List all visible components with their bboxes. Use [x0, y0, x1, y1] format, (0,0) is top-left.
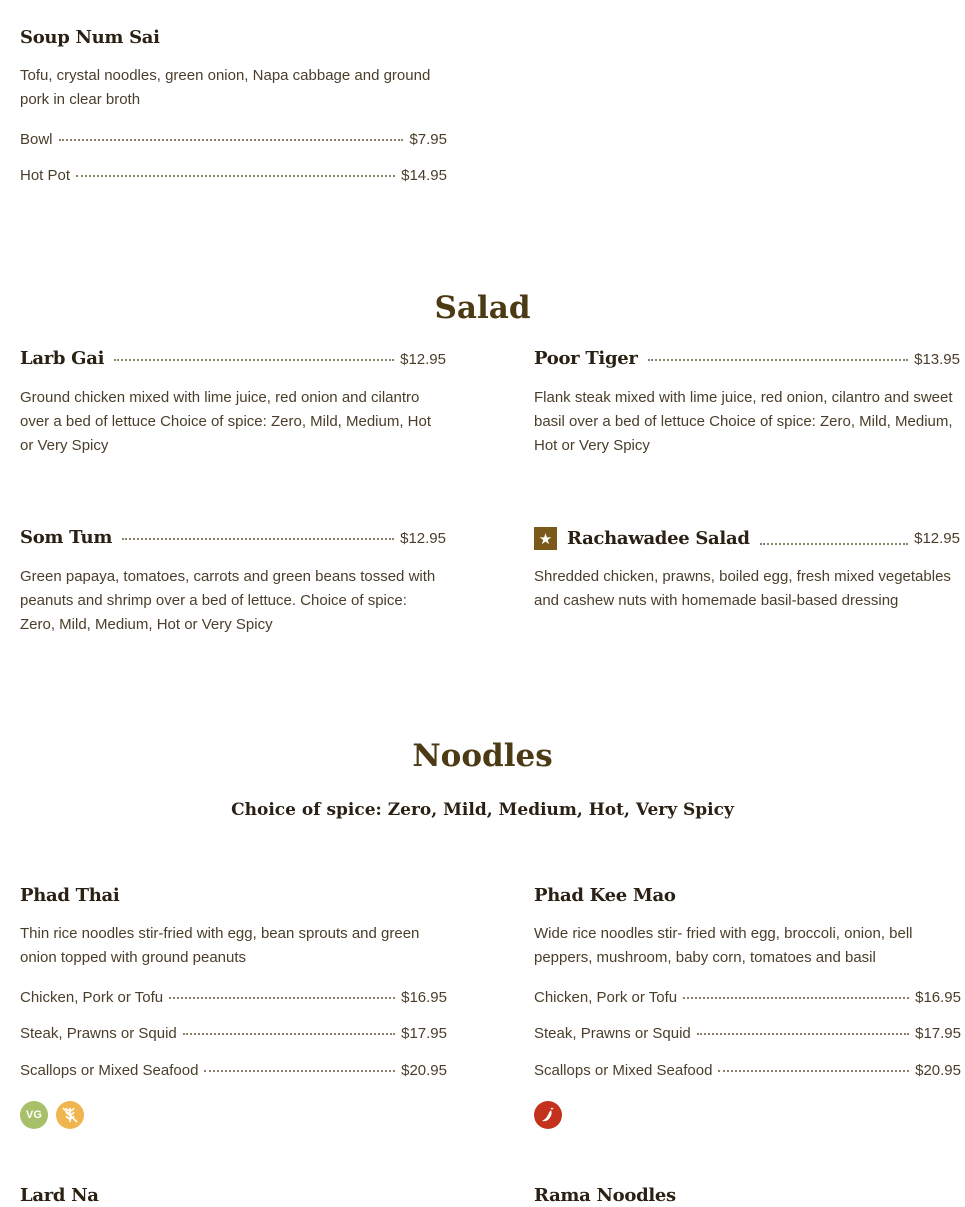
larb-gai-description: Ground chicken mixed with lime juice, red onion and cilantro over a bed of lettuce Choice of spice: Zero, Mild, Medium, Hot or Very Spicy	[20, 389, 432, 454]
option-label: Hot Pot	[20, 167, 71, 184]
option-price: $17.95	[401, 1025, 447, 1042]
salad-heading: Salad	[434, 290, 531, 326]
spicy-chili-icon	[534, 1101, 562, 1129]
item-title: Larb Gai	[20, 348, 105, 369]
price-row	[534, 989, 961, 1006]
phad-thai-description: Thin rice noodles stir-fried with egg, bean sprouts and green onion topped with ground peanuts	[20, 925, 420, 966]
leader-dots	[122, 538, 394, 540]
option-label: Scallops or Mixed Seafood	[20, 1062, 199, 1079]
leader-dots	[59, 139, 404, 141]
larb-gai-header	[20, 348, 446, 369]
diet-badges	[20, 1101, 84, 1129]
poor-tiger-description: Flank steak mixed with lime juice, red onion, cilantro and sweet basil over a bed of lettuce Choice of spice: Zero, Mild, Medium, Hot or Very Spicy	[534, 389, 953, 454]
phad-thai-title: Phad Thai	[20, 885, 120, 906]
leader-dots	[169, 997, 395, 999]
price-row	[534, 1062, 961, 1079]
option-price: $14.95	[401, 167, 447, 184]
price-row	[20, 1025, 447, 1042]
option-price: $16.95	[401, 989, 447, 1006]
vegan-icon: VG	[20, 1101, 48, 1129]
noodles-spice-subtitle: Choice of spice: Zero, Mild, Medium, Hot, Very Spicy	[231, 800, 734, 820]
option-price: $17.95	[915, 1025, 961, 1042]
leader-dots	[76, 175, 395, 177]
option-price: $20.95	[401, 1062, 447, 1079]
soup-num-sai-description: Tofu, crystal noodles, green onion, Napa cabbage and ground pork in clear broth	[20, 67, 431, 108]
price-row	[20, 989, 447, 1006]
option-label: Steak, Prawns or Squid	[534, 1025, 691, 1042]
leader-dots	[697, 1033, 909, 1035]
noodles-heading: Noodles	[412, 738, 553, 774]
item-price: $12.95	[400, 530, 446, 547]
phad-kee-mao-description: Wide rice noodles stir- fried with egg, broccoli, onion, bell peppers, mushroom, baby corn, tomatoes and basil	[534, 925, 913, 966]
item-price: $12.95	[400, 351, 446, 368]
leader-dots	[760, 543, 909, 545]
gluten-free-icon	[56, 1101, 84, 1129]
option-price: $7.95	[409, 131, 447, 148]
item-price: $12.95	[914, 530, 960, 547]
price-row	[20, 1062, 447, 1079]
leader-dots	[718, 1070, 909, 1072]
option-label: Steak, Prawns or Squid	[20, 1025, 177, 1042]
price-row	[534, 1025, 961, 1042]
leader-dots	[648, 359, 909, 361]
soup-num-sai-title: Soup Num Sai	[20, 27, 160, 48]
leader-dots	[204, 1070, 395, 1072]
item-title: Poor Tiger	[534, 348, 638, 369]
som-tum-description: Green papaya, tomatoes, carrots and green beans tossed with peanuts and shrimp over a bed of lettuce. Choice of spice: Zero, Mild, Medium, Hot or Very Spicy	[20, 568, 436, 633]
option-label: Chicken, Pork or Tofu	[20, 989, 164, 1006]
option-label: Scallops or Mixed Seafood	[534, 1062, 713, 1079]
som-tum-header	[20, 527, 446, 548]
rama-noodles-title: Rama Noodles	[534, 1185, 676, 1206]
item-title: Rachawadee Salad	[567, 528, 750, 549]
rachawadee-salad-description: Shredded chicken, prawns, boiled egg, fresh mixed vegetables and cashew nuts with homemade basil-based dressing	[534, 568, 951, 609]
option-label: Bowl	[20, 131, 53, 148]
option-price: $16.95	[915, 989, 961, 1006]
leader-dots	[183, 1033, 395, 1035]
poor-tiger-header	[534, 348, 960, 369]
price-row	[20, 131, 447, 148]
price-row	[20, 167, 447, 184]
option-price: $20.95	[915, 1062, 961, 1079]
diet-badges	[534, 1101, 562, 1129]
star-icon: ★	[534, 527, 557, 550]
option-label: Chicken, Pork or Tofu	[534, 989, 678, 1006]
item-price: $13.95	[914, 351, 960, 368]
item-title: Som Tum	[20, 527, 113, 548]
leader-dots	[683, 997, 909, 999]
leader-dots	[114, 359, 394, 361]
rachawadee-salad-header	[534, 527, 960, 550]
phad-kee-mao-title: Phad Kee Mao	[534, 885, 676, 906]
lard-na-title: Lard Na	[20, 1185, 99, 1206]
